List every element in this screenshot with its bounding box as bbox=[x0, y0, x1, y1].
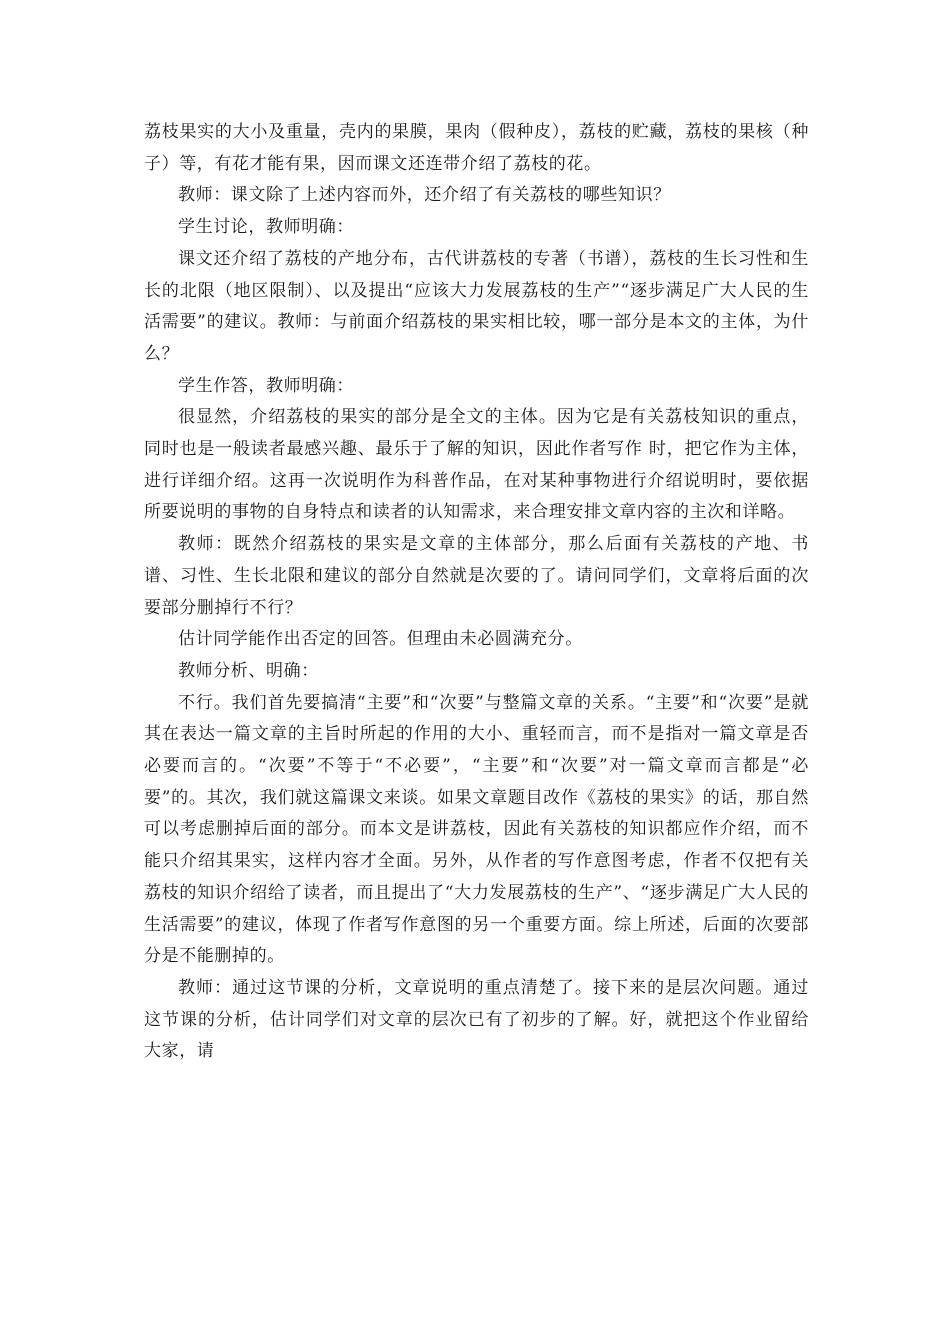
document-body bbox=[144, 117, 809, 1068]
paragraph-student-discussion: 学生讨论，教师明确： bbox=[178, 217, 354, 238]
paragraph-main-body-explanation: 很显然，介绍荔枝的果实的部分是全文的主体。因为它是有关荔枝知识的重点，同时也是一般读者最感兴趣、最乐于了解的知识，因此作者写作 时，把它作为主体，进行详细介绍。这再一次说明作为科普作品，在对某种事物进行介绍说明时，要依据所要说明的事物的自身特点和读者的认知需求，来合理安排文章内容的主次和详略。 bbox=[144, 407, 809, 523]
paragraph-teacher-question-delete: 教师：既然介绍荔枝的果实是文章的主体部分，那么后面有关荔枝的产地、书谱、习性、生长北限和建议的部分自然就是次要的了。请问同学们，文章将后面的次要部分删掉行不行？ bbox=[144, 534, 809, 618]
paragraph-student-answer: 学生作答，教师明确： bbox=[178, 375, 354, 396]
paragraph-teacher-analysis: 教师分析、明确： bbox=[178, 660, 319, 681]
paragraph-other-content-and-main-question: 课文还介绍了荔枝的产地分布，古代讲荔枝的专著（书谱），荔枝的生长习性和生长的北限（地区限制）、以及提出“应该大力发展荔枝的生产”“逐步满足广大人民的生活需要”的建议。教师：与前面介绍荔枝的果实相比较，哪一部分是本文的主体，为什么？ bbox=[144, 248, 809, 364]
paragraph-analysis-detail: 不行。我们首先要搞清“主要”和“次要”与整篇文章的关系。“主要”和“次要”是就其在表达一篇文章的主旨时所起的作用的大小、重轻而言，而不是指对一篇文章是否必要而言的。“次要”不等于“不必要”，“主要”和“次要”对一篇文章而言都是“必要”的。其次，我们就这篇课文来谈。如果文章题目改作《荔枝的果实》的话，那自然可以考虑删掉后面的部分。而本文是讲荔枝，因此有关荔枝的知识都应作介绍，而不能只介绍其果实，这样内容才全面。另外，从作者的写作意图考虑，作者不仅把有关荔枝的知识介绍给了读者，而且提出了“大力发展荔枝的生产”、“逐步满足广大人民的生活需要”的建议，体现了作者写作意图的另一个重要方面。综上所述，后面的次要部分是不能删掉的。 bbox=[144, 692, 809, 967]
paragraph-teacher-summary: 教师：通过这节课的分析，文章说明的重点清楚了。接下来的是层次问题。通过这节课的分析，估计同学们对文章的层次已有了初步的了解。好，就把这个作业留给大家，请 bbox=[144, 977, 809, 1062]
paragraph-fruit-details: 荔枝果实的大小及重量，壳内的果膜，果肉（假种皮），荔枝的贮藏，荔枝的果核（种子）等，有花才能有果，因而课文还连带介绍了荔枝的花。 bbox=[144, 122, 809, 174]
paragraph-expected-answer: 估计同学能作出否定的回答。但理由未必圆满充分。 bbox=[178, 629, 583, 650]
paragraph-teacher-question-other-knowledge: 教师：课文除了上述内容而外，还介绍了有关荔枝的哪些知识？ bbox=[178, 185, 671, 206]
